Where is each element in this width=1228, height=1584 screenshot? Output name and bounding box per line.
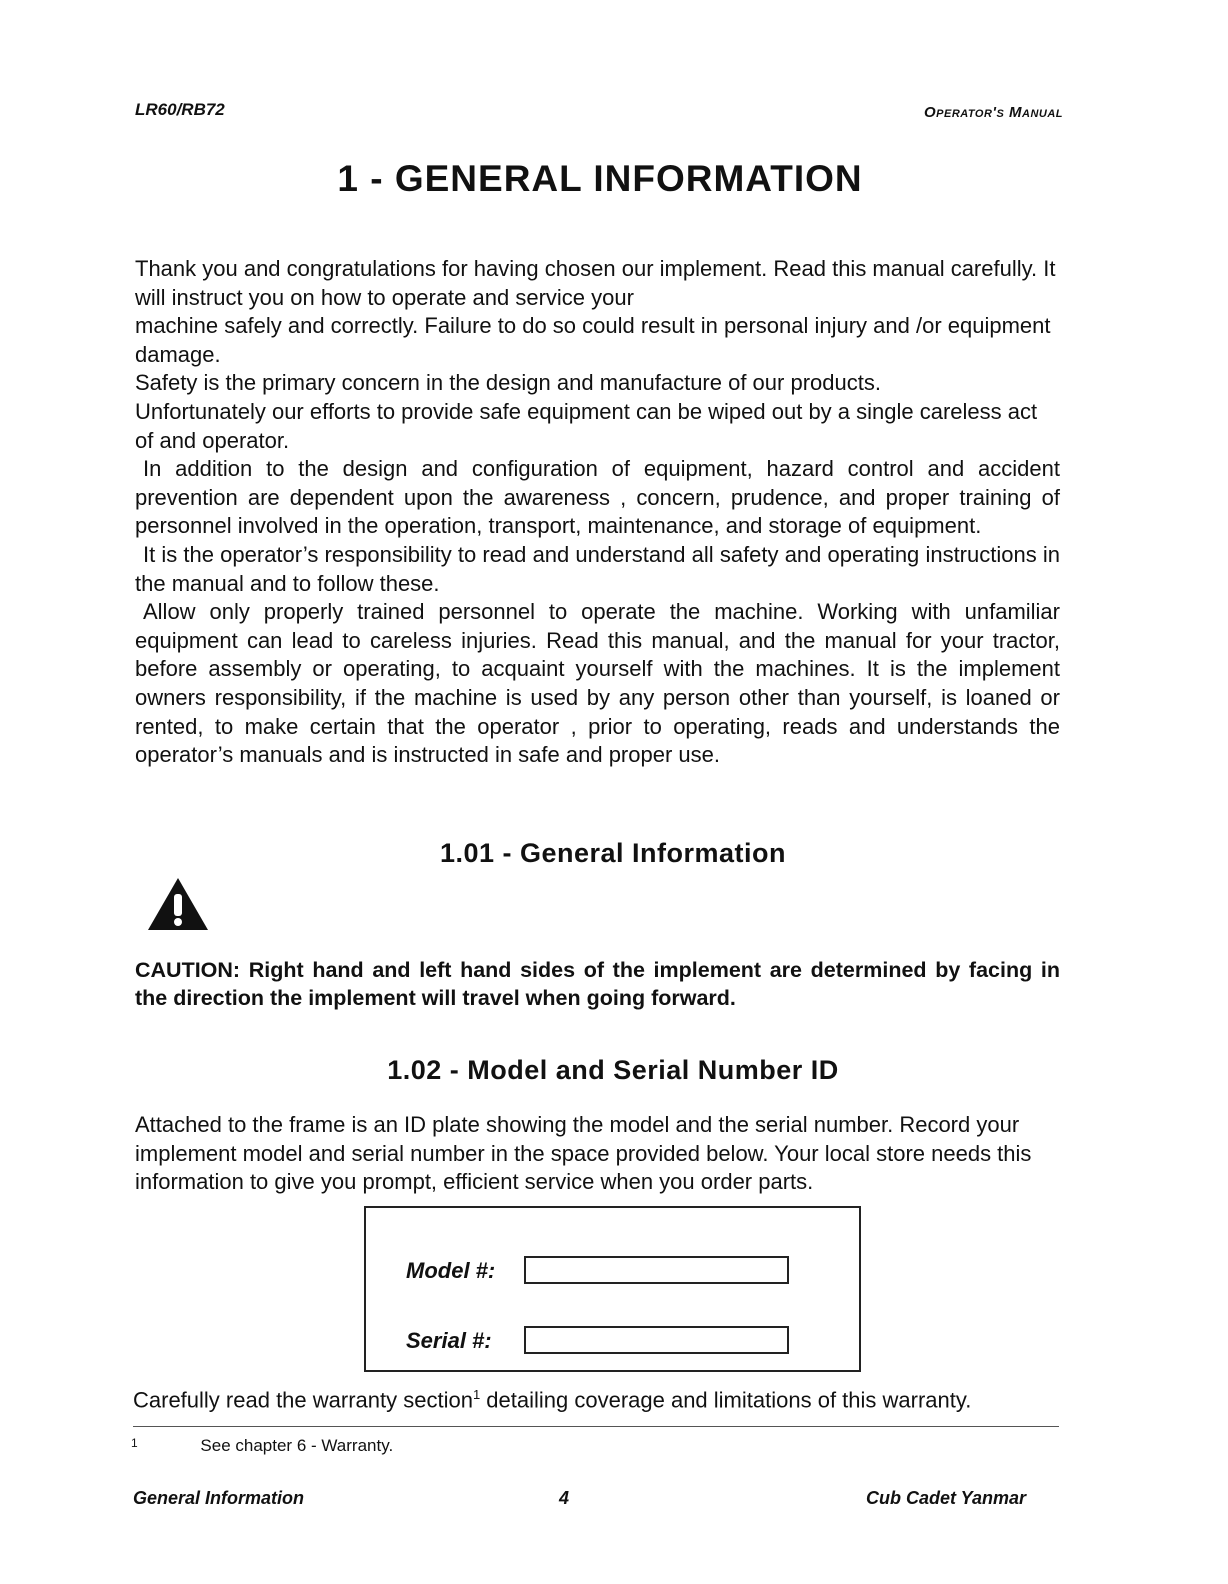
- intro-paragraph: machine safely and correctly. Failure to do so could result in personal injury and /or equipment damage.: [135, 313, 1051, 367]
- intro-paragraph: Unfortunately our efforts to provide safe equipment can be wiped out by a single careless act of and operator.: [135, 398, 1038, 453]
- header-model: LR60/RB72: [135, 100, 225, 119]
- warning-triangle-icon: [146, 876, 210, 932]
- section-101-heading: 1.01 - General Information: [439, 838, 787, 868]
- footer-page-number: 4: [559, 1488, 570, 1508]
- caution-text: CAUTION: Right hand and left hand sides of the implement are determined by facing in the direction the implement will travel when going forward.: [135, 958, 1060, 1010]
- footnote-mark: 1: [131, 1436, 138, 1450]
- warranty-note-text: Carefully read the warranty section: [133, 1387, 473, 1413]
- intro-paragraph: In addition to the design and configuration of equipment, hazard control and accident prevention are dependent upon the awareness , concern, prudence, and proper training of personnel involved in the operation, transport, maintenance, and storage of equipment.: [135, 456, 1060, 539]
- footer-section-name: General Information: [133, 1488, 305, 1508]
- footnote-text: See chapter 6 - Warranty.: [200, 1436, 394, 1455]
- intro-paragraph: Thank you and congratulations for having chosen our implement. Read this manual carefully. It will instruct you on how to operate and service your: [135, 256, 1056, 310]
- id-record-box: [364, 1206, 861, 1372]
- serial-number-field[interactable]: [524, 1326, 789, 1354]
- id-plate-paragraph: Attached to the frame is an ID plate showing the model and the serial number. Record your implement model and serial number in the space provided below. Your local store needs this information to give you prompt, efficient service when you order parts.: [135, 1112, 1032, 1195]
- footnote: [131, 1436, 393, 1456]
- serial-label: Serial #:: [406, 1328, 492, 1353]
- intro-paragraph: Safety is the primary concern in the design and manufacture of our products.: [135, 370, 881, 396]
- intro-paragraph: It is the operator’s responsibility to read and understand all safety and operating instructions in the manual and to follow these.: [135, 541, 1060, 596]
- header-manual-title: Operator's Manual: [924, 104, 1063, 121]
- page-title: 1 - GENERAL INFORMATION: [337, 158, 863, 199]
- section-102-heading: 1.02 - Model and Serial Number ID: [387, 1055, 839, 1085]
- intro-paragraph: Allow only properly trained personnel to operate the machine. Working with unfamiliar equipment can lead to careless injuries. Read this manual, and the manual for your tractor, before assembly or operating, to acquaint yourself with the machines. It is the implement owners responsibility, if the machine is used by any person other than yourself, is loaned or rented, to make certain that the operator , prior to operating, reads and understands the operator’s manuals and is instructed in safe and proper use.: [135, 599, 1060, 768]
- model-label: Model #:: [406, 1258, 496, 1283]
- footer-brand: Cub Cadet Yanmar: [865, 1488, 1026, 1508]
- footnote-divider: [133, 1426, 1059, 1427]
- warranty-note: [133, 1387, 971, 1413]
- footnote-reference[interactable]: 1: [472, 1387, 481, 1402]
- warranty-note-text-end: detailing coverage and limitations of this warranty.: [480, 1387, 972, 1413]
- intro-text: [135, 255, 1060, 770]
- model-number-field[interactable]: [524, 1256, 789, 1284]
